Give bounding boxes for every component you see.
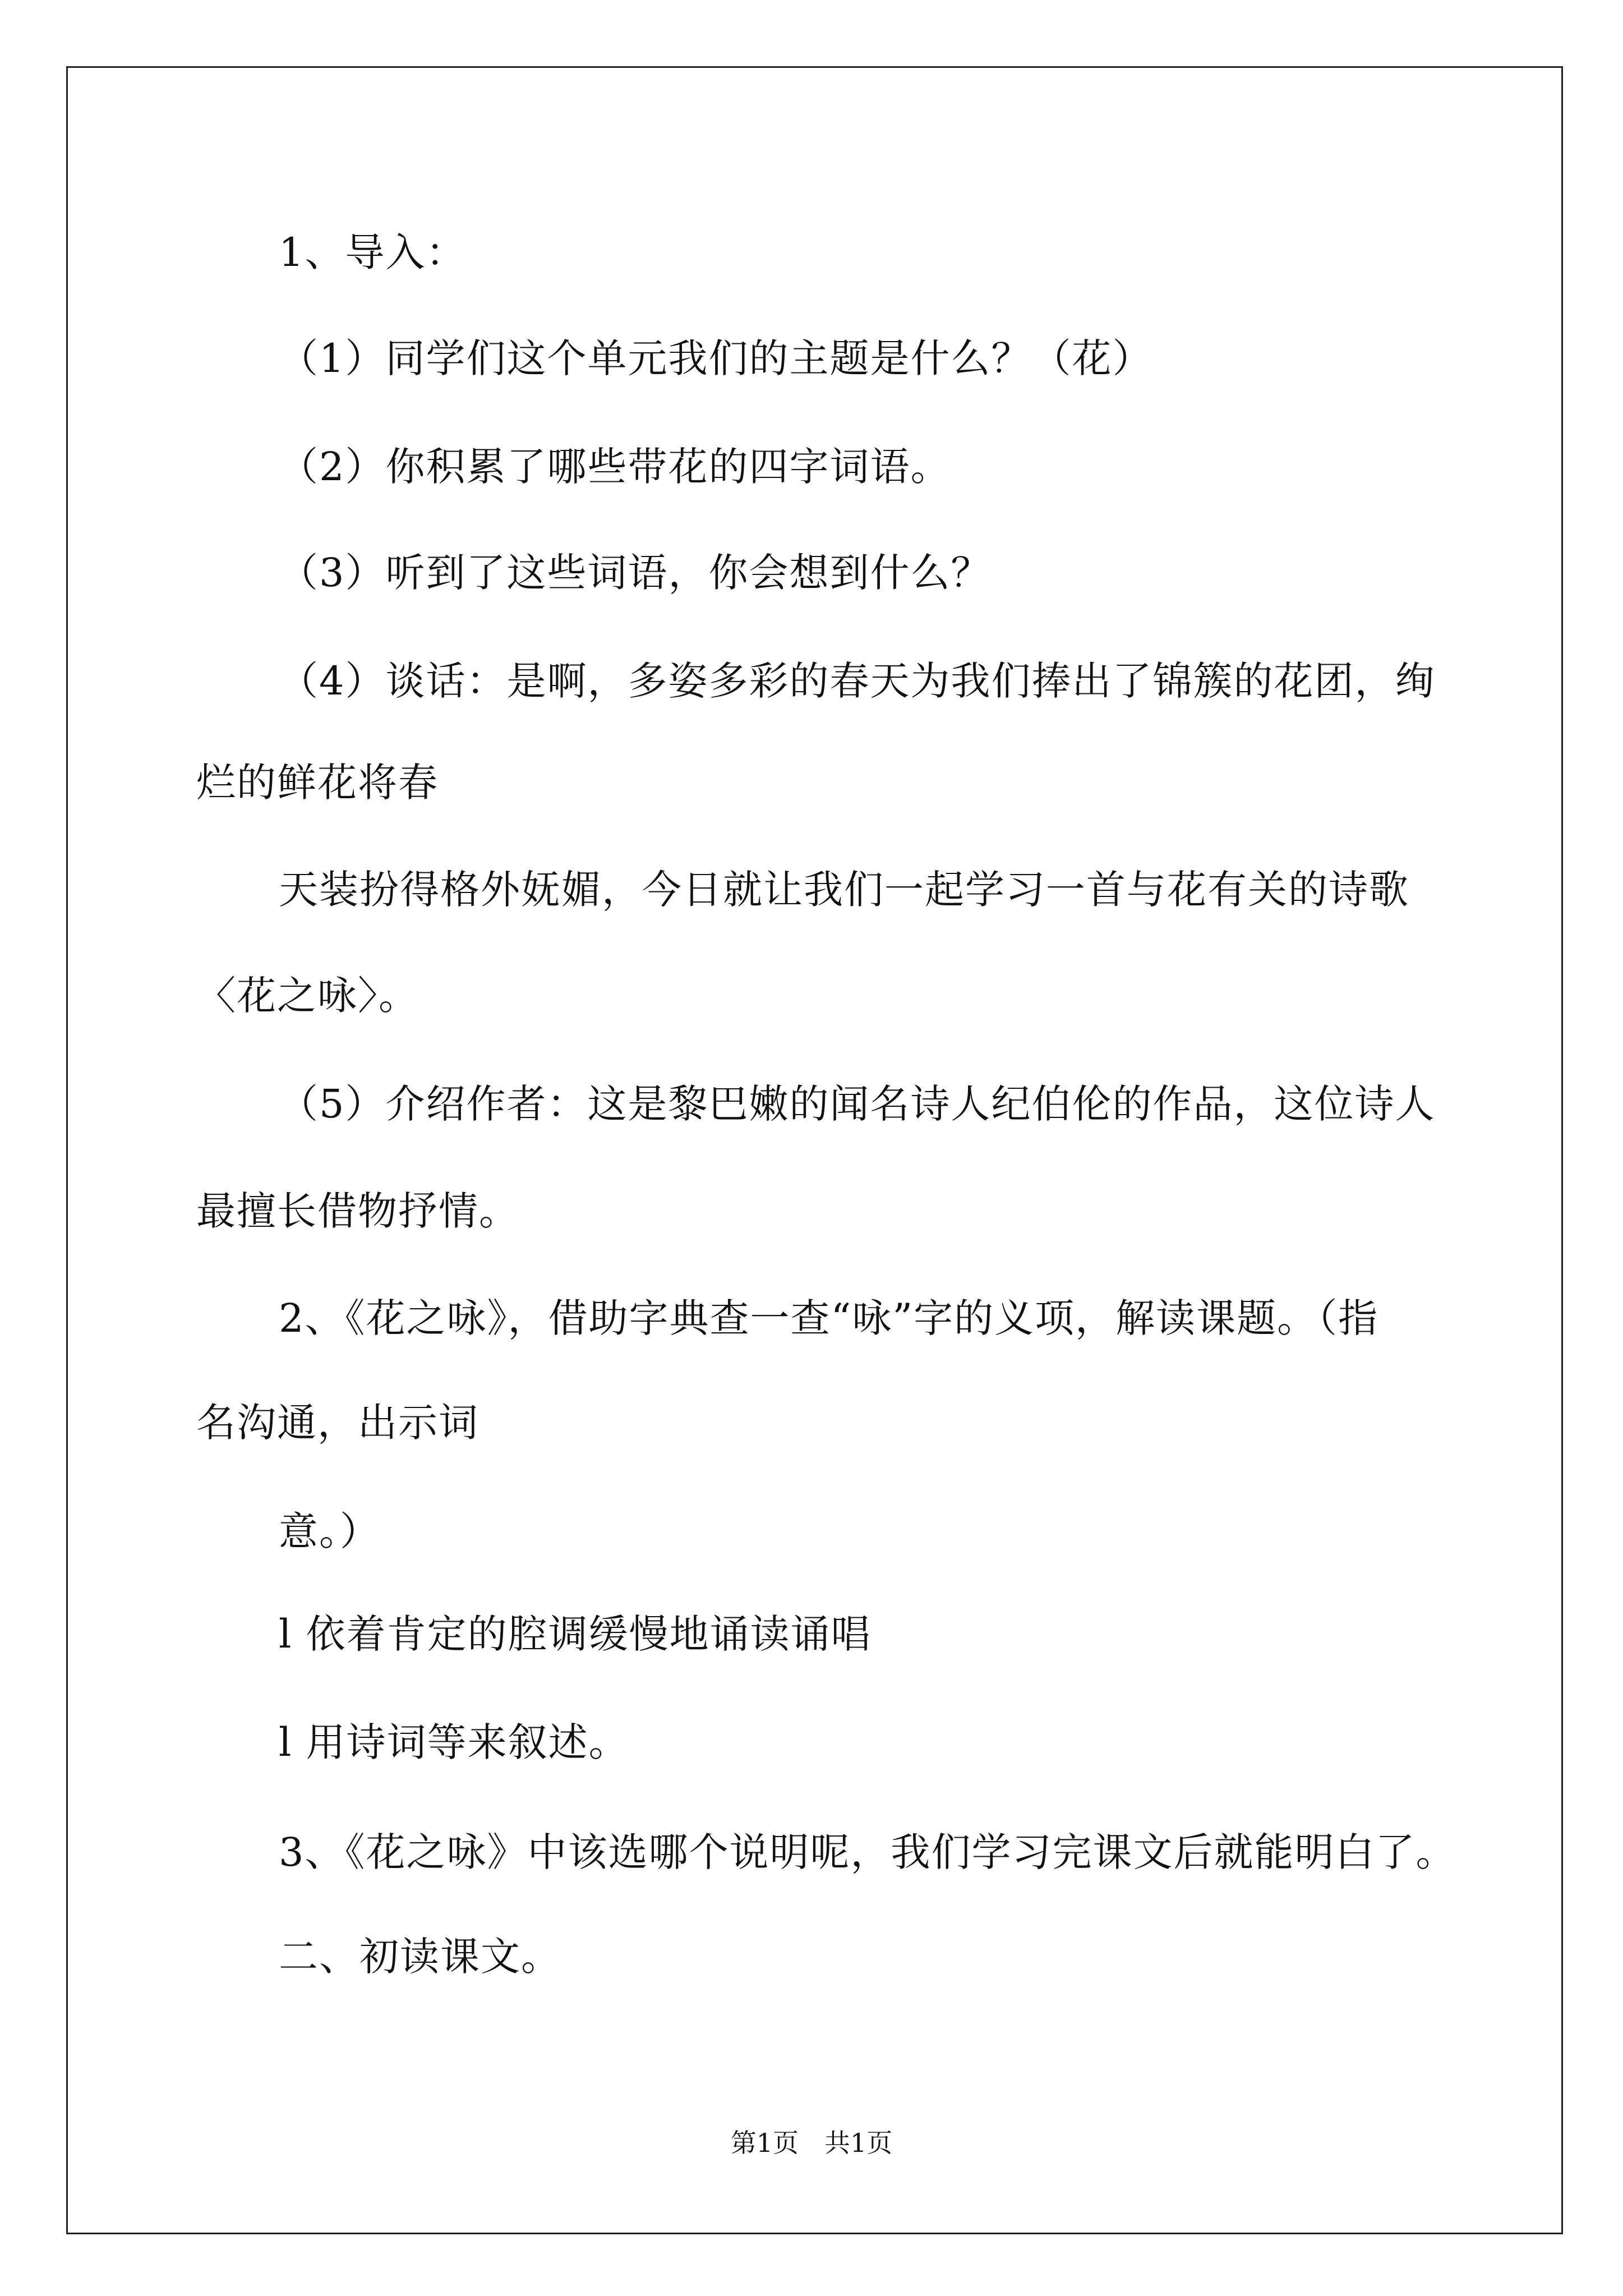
text-line: 3、《花之咏》中该选哪个说明呢，我们学习完课文后就能明白了。	[279, 1829, 1456, 1875]
text-line: （2）你积累了哪些带花的四字词语。	[279, 444, 951, 490]
text-line: 2、《花之咏》，借助字典查一查“咏”字的义项，解读课题。（指	[279, 1295, 1379, 1341]
text-line: l 用诗词等来叙述。	[279, 1719, 629, 1765]
text-line: 1、导入：	[279, 229, 467, 275]
text-line: 〈花之咏〉。	[196, 973, 419, 1019]
text-line: l 依着肯定的腔调缓慢地诵读诵唱	[279, 1611, 872, 1657]
text-line: 意。）	[279, 1508, 380, 1554]
text-line: 二、初读课文。	[279, 1934, 561, 1980]
page-border	[66, 66, 1563, 2234]
text-line: 天装扮得格外妩媚，今日就让我们一起学习一首与花有关的诗歌	[279, 867, 1409, 913]
text-line: （1）同学们这个单元我们的主题是什么？（花）	[279, 335, 1153, 381]
text-line: 最擅长借物抒情。	[196, 1188, 519, 1234]
text-line: （4）谈话：是啊，多姿多彩的春天为我们捧出了锦簇的花团，绚	[279, 658, 1436, 704]
page-footer: 第1页 共1页	[730, 2128, 893, 2158]
text-line: 名沟通，出示词	[196, 1400, 479, 1446]
text-line: （3）听到了这些词语，你会想到什么？	[279, 550, 992, 596]
text-line: （5）介绍作者：这是黎巴嫩的闻名诗人纪伯伦的作品，这位诗人	[279, 1081, 1436, 1127]
text-line: 烂的鲜花将春	[196, 760, 439, 806]
